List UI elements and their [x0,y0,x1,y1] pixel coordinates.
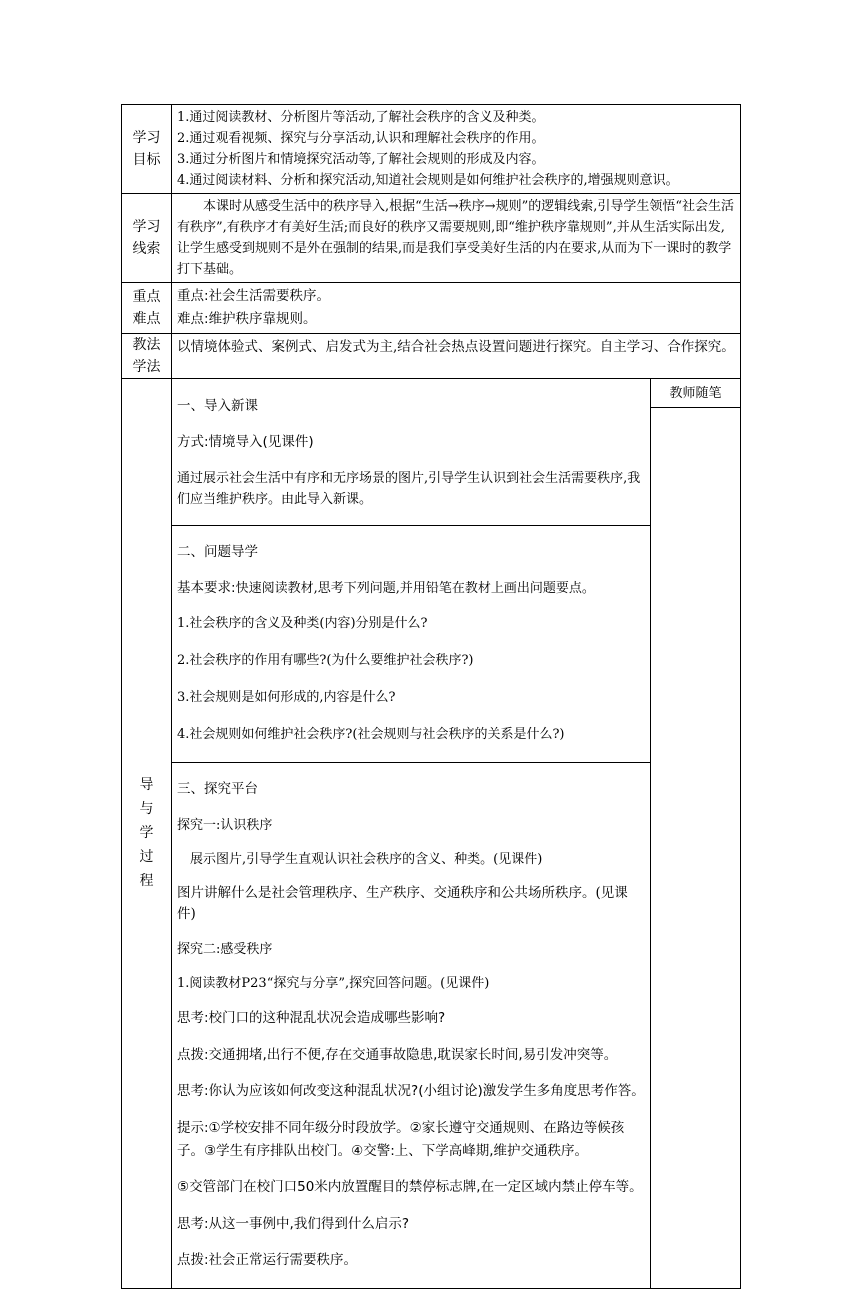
question-item: 1.社会秩序的含义及种类(内容)分别是什么? [177,615,428,631]
intro-method: 方式:情境导入(见课件) [177,434,314,450]
difficult-point-text: 维护秩序靠规则。 [208,311,317,327]
key-points-row [122,283,741,334]
explore1-title: 探究一:认识秩序 [177,817,273,833]
key-point-text: 社会生活需要秩序。 [208,288,331,304]
key-points-label: 重点 难点 [122,283,172,334]
section-guided-questions [172,525,650,762]
section-explore [172,762,650,1288]
objective-item: 3.通过分析图片和情境探究活动等,了解社会规则的形成及内容。 [177,152,545,167]
explore1-text: 展示图片,引导学生直观认识社会秩序的含义、种类。(见课件) [190,851,543,867]
explore2-text: 1.阅读教材P23“探究与分享”,探究回答问题。(见课件) [177,975,490,991]
section-title: 一、导入新课 [177,397,258,414]
clue-content [172,194,741,283]
clue-label: 学习 线索 [122,194,172,283]
teacher-notes-column [651,379,741,1289]
difficult-point-label: 难点: [177,311,209,327]
lesson-plan-table [121,104,741,1289]
question-item: 4.社会规则如何维护社会秩序?(社会规则与社会秩序的关系是什么?) [177,726,565,742]
requirement-label: 基本要求: [177,579,236,596]
think-question: 思考:你认为应该如何改变这种混乱状况?(小组讨论)激发学生多角度思考作答。 [177,1083,645,1099]
objective-item: 4.通过阅读材料、分析和探究活动,知道社会规则是如何维护社会秩序的,增强规则意识。 [177,173,679,188]
intro-text: 通过展示社会生活中有序和无序场景的图片,引导学生认识到社会生活需要秩序,我们应当维护秩序。由此导入新课。 [177,470,641,507]
explore1-text: 图片讲解什么是社会管理秩序、生产秩序、交通秩序和公共场所秩序。(见课件) [177,885,628,922]
section-title: 二、问题导学 [177,544,258,560]
think-question: 思考:校门口的这种混乱状况会造成哪些影响? [177,1010,446,1026]
key-points-content [172,283,741,334]
hint-text: 点拨:社会正常运行需要秩序。 [177,1252,358,1268]
objectives-content [172,105,741,194]
objectives-row [122,105,741,194]
objectives-label: 学习 目标 [122,105,172,194]
objective-item: 2.通过观看视频、探究与分享活动,认识和理解社会秩序的作用。 [177,131,545,146]
methods-text: 以情境体验式、案例式、启发式为主,结合社会热点设置问题进行探究。自主学习、合作探究。 [177,339,735,355]
tips-text: ⑤交管部门在校门口50米内放置醒目的禁停标志牌,在一定区域内禁止停车等。 [177,1179,643,1195]
think-question: 思考:从这一事例中,我们得到什么启示? [177,1215,410,1232]
question-item: 2.社会秩序的作用有哪些?(为什么要维护社会秩序?) [177,652,474,668]
process-row [122,379,741,1289]
methods-content [172,334,741,379]
process-label: 导 与 学 过 程 [122,379,172,1289]
section-title: 三、探究平台 [177,781,258,797]
process-content [172,379,651,1289]
clue-row [122,194,741,283]
clue-text: 本课时从感受生活中的秩序导入,根据“生活→秩序→规则”的逻辑线索,引导学生领悟“社会生活有秩序”,有秩序才有美好生活;而良好的秩序又需要规则,即“维护秩序靠规则”,并从生活实际出发,让学生感受到规则不是外在强制的结果,而是我们享受美好生活的内在要求,从而为下一课时的教学打下基础。 [177,199,734,277]
key-point-label: 重点: [177,288,209,304]
question-item: 3.社会规则是如何形成的,内容是什么? [177,689,396,705]
methods-label: 教法 学法 [122,334,172,379]
tips-text: 提示:①学校安排不同年级分时段放学。②家长遵守交通规则、在路边等候孩子。③学生有序排队出校门。④交警:上、下学高峰期,维护交通秩序。 [177,1119,625,1159]
requirement-text: 快速阅读教材,思考下列问题,并用铅笔在教材上画出问题要点。 [235,580,595,596]
methods-row [122,334,741,379]
explore2-title: 探究二:感受秩序 [177,941,273,957]
section-intro [172,379,650,525]
hint-text: 点拨:交通拥堵,出行不便,存在交通事故隐患,耽误家长时间,易引发冲突等。 [177,1046,618,1063]
objective-item: 1.通过阅读教材、分析图片等活动,了解社会秩序的含义及种类。 [177,110,545,125]
teacher-notes-header: 教师随笔 [651,379,740,408]
